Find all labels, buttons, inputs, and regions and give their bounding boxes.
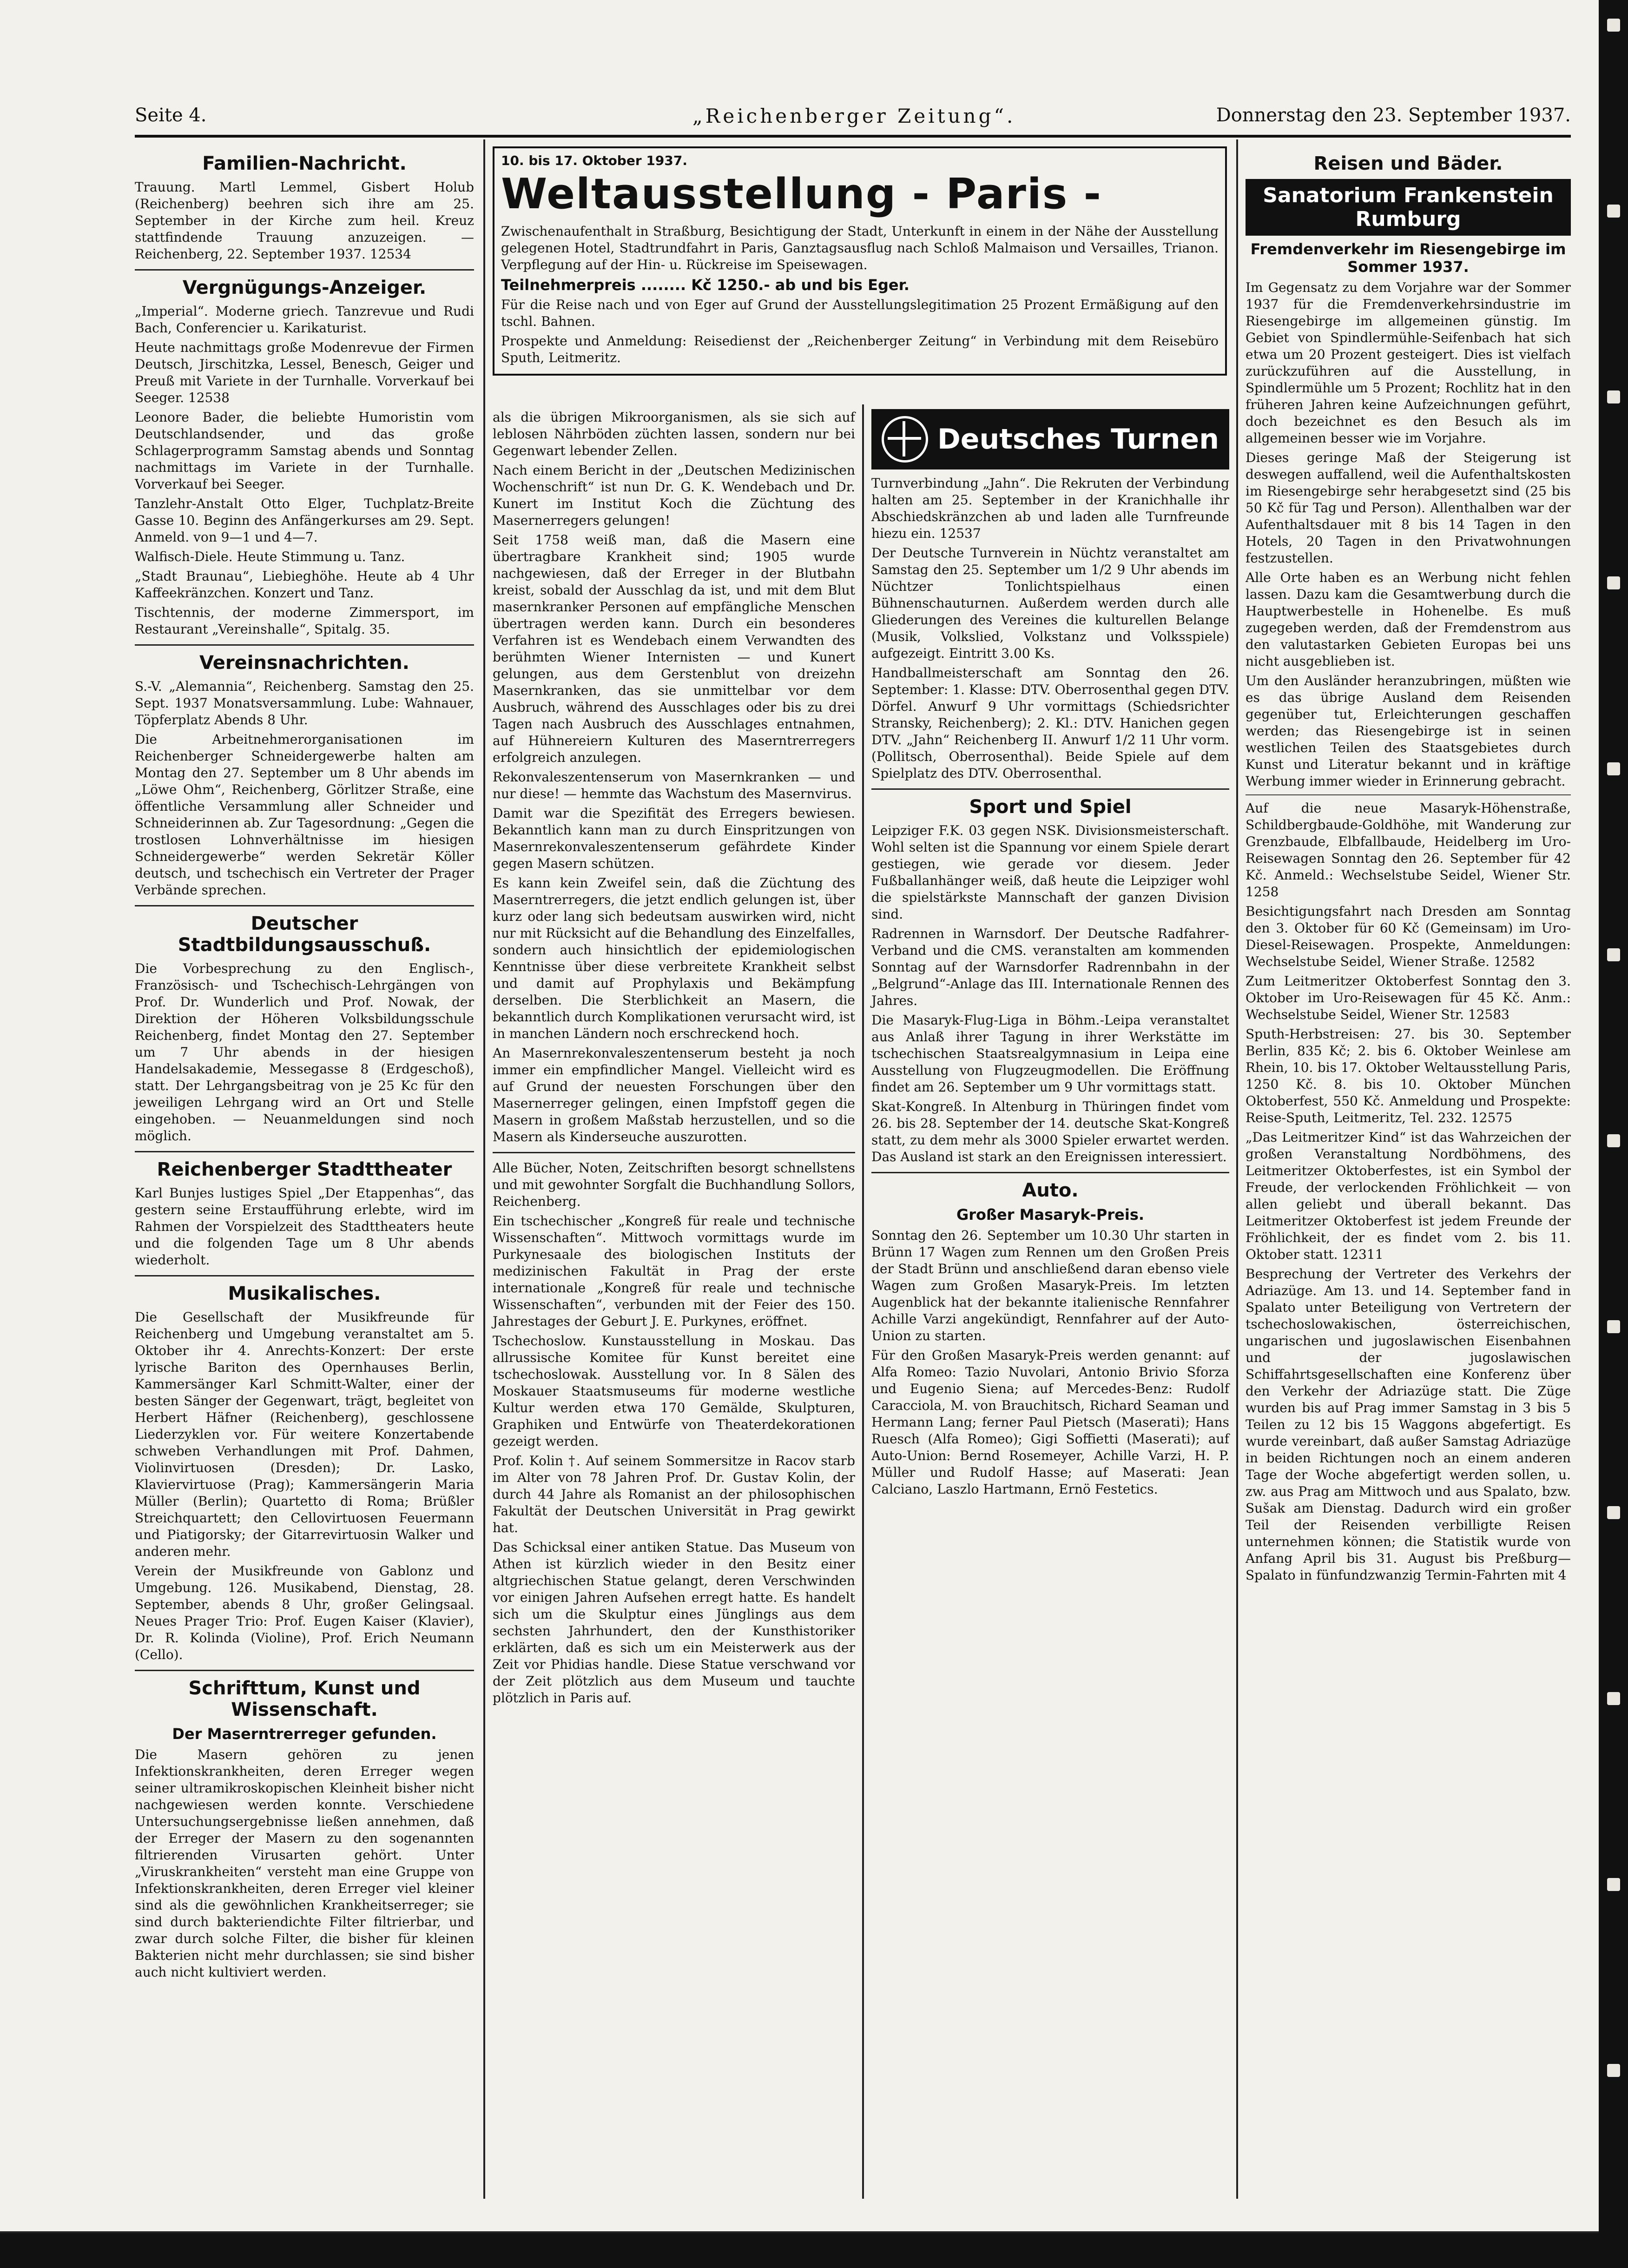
article-masern-body: Die Masern gehören zu jenen Infektionskrankheiten, deren Erreger wegen seiner ultramikroskopischen Kleinheit bisher nicht nachgewiesen werden konnte. Verschiedene Untersuchungsergebnisse ließen annehmen, daß der Erreger der Masern zu den sogenannten filtrierenden Virusarten gehört. Unter „Viruskrankheiten“ versteht man eine Gruppe von Infektionskrankheiten, deren Erreger viel kleiner sind als die gewöhnlichen Krankheitserreger; sie sind durch bakteriendichte Filter filtrierbar, und zwar durch solche Filter, die bisher für kleinen Bakterien nicht mehr durchlassen; sie sind bisher auch nicht kultiviert werden.	[135, 1747, 474, 1980]
newspaper-title: „Reichenberger Zeitung“.	[692, 105, 1016, 127]
column-4	[1246, 146, 1571, 1587]
film-perforation	[1607, 19, 1620, 32]
notice-sollors: Alle Bücher, Noten, Zeitschriften besorgt schnellstens und mit gewohnter Sorgfalt die Buchhandlung Sollors, Reichenberg.	[493, 1160, 855, 1209]
notice-tanzlehr: Tanzlehr-Anstalt Otto Elger, Tuchplatz-Breite Gasse 10. Beginn des Anfängerkurses am 29. Sept. Anmeld. von 9—1 und 4—7.	[135, 496, 474, 545]
article-masern-cont-3: Seit 1758 weiß man, daß die Masern eine übertragbare Krankheit sind; 1905 wurde nachgewiesen, daß der Erreger in der Blutbahn kreist, sobald der Ausschlag da ist, und mit dem Blut masernkranker Personen auf empfängliche Menschen übertragen werden kann. Durch ein besonderes Verfahren ist es Wendebach einem Verwandten des berühmten Wiener Internisten — und Kunert gelungen, aus dem Gerstenblut von dreizehn Masernkranken, das sie unmittelbar vor dem Ausbruch, während des Ausschlages oder bis zu drei Tagen nach Ausbruch des Ausschlages entnahmen, auf Hühnereiern Kulturen des Maserntrerregers erfolgreich anzulegen.	[493, 532, 855, 765]
turner-cross-icon	[882, 416, 928, 463]
notice-schneider: Die Arbeitnehmerorganisationen im Reichenberger Schneidergewerbe halten am Montag den 27. September um 8 Uhr abends im „Löwe Ohm“, Reichenberg, Görlitzer Straße, eine öffentliche Versammlung aller Schneider und Schneiderinnen ab. Zur Tagesordnung: „Gegen die trostlosen Lohnverhältnisse im hiesigen Schneidergewerbe“ werden Sekretär Köller deutsch, und tschechisch ein Vertreter der Prager Verbände sprechen.	[135, 732, 474, 898]
notice-gablonz: Verein der Musikfreunde von Gablonz und Umgebung. 126. Musikabend, Dienstag, 28. September, abends 8 Uhr, großer Gelingsaal. Neues Prager Trio: Prof. Eugen Kaiser (Klavier), Dr. R. Kolinda (Violine), Prof. Erich Neumann (Cello).	[135, 1563, 474, 1662]
section-divider	[493, 1152, 855, 1153]
article-riesengebirge-2: Dieses geringe Maß der Steigerung ist deswegen auffallend, weil die Aufenthaltskosten im Riesengebirge sehr herabgesetzt sind (25 bis 50 Kč für Tag und Person). Allenthalben war der Aufenthaltsdauer mit 8 bis 14 Tagen in den Hotels, 20 Tagen in den Privatwohnungen festzustellen.	[1246, 450, 1571, 566]
notice-kongress: Ein tschechischer „Kongreß für reale und technische Wissenschaften“. Mittwoch vormittags wurde im Purkynesaale des biologischen Instituts der medizinischen Fakultät in Prag der erste internationale „Kongreß für reale und technische Wissenschaften“, verbunden mit der Feier des 150. Jahrestages der Geburt J. E. Purkynes, eröffnet.	[493, 1213, 855, 1329]
section-divider	[135, 644, 474, 646]
article-masern-cont-2: Nach einem Bericht in der „Deutschen Medizinischen Wochenschrift“ ist nun Dr. G. K. Wendebach und Dr. Kunert im Institut Koch die Züchtung des Masernerregers gelungen!	[493, 463, 855, 528]
ad-description: Zwischenaufenthalt in Straßburg, Besichtigung der Stadt, Unterkunft in einem in der Nähe der Ausstellung gelegenen Hotel, Stadtrundfahrt in Paris, Ganztagsausflug nach Schloß Malmaison und Versailles, Trianon. Verpflegung auf der Hin- u. Rückreise im Speisewagen.	[501, 224, 1219, 272]
column-rule-2	[862, 404, 864, 2199]
header-rule	[135, 135, 1571, 138]
film-perforation	[1607, 762, 1620, 775]
section-title-sport: Sport und Spiel	[969, 796, 1132, 818]
section-divider	[1246, 794, 1571, 795]
notice-flugliga: Die Masaryk-Flug-Liga in Böhm.-Leipa veranstaltet aus Anlaß ihrer Tagung in ihrer Werkstätte im tschechischen Staatsrealgymnasium in Leipa eine Ausstellung von Flugzeugmodellen. Die Eröffnung findet am 26. September um 9 Uhr vormittags statt.	[871, 1012, 1229, 1095]
column-rule-1	[483, 139, 485, 2199]
film-perforation	[1607, 1878, 1620, 1891]
notice-alemannia: S.-V. „Alemannia“, Reichenberg. Samstag den 25. Sept. 1937 Monatsversammlung. Lube: Wahnauer, Töpferplatz Abends 8 Uhr.	[135, 679, 474, 727]
ad-discount: Für die Reise nach und von Eger auf Grund der Ausstellungslegitimation 25 Prozent Ermäßigung auf den tschl. Bahnen.	[501, 297, 1219, 329]
page-number: Seite 4.	[135, 105, 207, 126]
article-title-riesengebirge: Fremdenverkehr im Riesengebirge im Sommer 1937.	[1250, 240, 1566, 276]
film-perforation	[1607, 1320, 1620, 1333]
notice-etappenhas: Karl Bunjes lustiges Spiel „Der Etappenhas“, das gestern seine Erstaufführung erlebte, wird im Rahmen der Vorspielzeit des Stadttheaters heute und die folgenden Tage um 8 Uhr abends wiederholt.	[135, 1185, 474, 1268]
section-divider	[135, 1275, 474, 1276]
article-title-masaryk: Großer Masaryk-Preis.	[956, 1206, 1145, 1223]
section-title-theater: Reichenberger Stadttheater	[157, 1159, 452, 1180]
film-perforation	[1607, 1134, 1620, 1147]
column-rule-3	[1236, 139, 1238, 2199]
film-perforation	[1607, 948, 1620, 961]
notice-trauung: Trauung. Martl Lemmel, Gisbert Holub (Reichenberg) beehren sich ihre am 25. September in der Kirche zum heil. Kreuz stattfindende Trauung anzuzeigen. — Reichenberg, 22. September 1937. 12534	[135, 179, 474, 262]
article-masern-cont-4: Rekonvaleszentenserum von Masernkranken — und nur diese! — hemmte das Wachstum des Masernvirus.	[493, 769, 855, 801]
film-perforation	[1607, 205, 1620, 218]
article-masern-cont-6: Es kann kein Zweifel sein, daß die Züchtung des Maserntrerregers, die jetzt endlich gelungen ist, über kurz oder lang sich bedeutsam auswirken wird, nicht nur mit Rücksicht auf die Behandlung des Einzelfalles, sondern auch hinsichtlich der epidemiologischen Kenntnisse über diese verbreitete Krankheit selbst und damit auf Prophylaxis und Bekämpfung derselben. Die Sterblichkeit an Masern, die bekanntlich durch Komplikationen verursacht wird, ist in manchen Ländern noch erschreckend hoch.	[493, 875, 855, 1041]
issue-date: Donnerstag den 23. September 1937.	[1216, 105, 1571, 126]
notice-leipziger: Leipziger F.K. 03 gegen NSK. Divisionsmeisterschaft. Wohl selten ist die Spannung vor einem Spiele derart gestiegen, wie gerade vor diesem. Jeder Fußballanhänger weiß, daß heute die Leipziger wohl die spielstärkste Mannschaft der ganzen Division sind.	[871, 823, 1229, 922]
film-perforation	[1607, 576, 1620, 589]
article-masaryk-1: Sonntag den 26. September um 10.30 Uhr starten in Brünn 17 Wagen zum Rennen um den Großen Preis der Stadt Brünn und anschließend daran ebenso viele Wagen zum Großen Masaryk-Preis. Im letzten Augenblick hat der bekannte italienische Rennfahrer Achille Varzi angekündigt, Rennfahrer auf der Auto-Union zu starten.	[871, 1228, 1229, 1343]
section-divider	[871, 788, 1229, 790]
section-divider	[871, 1172, 1229, 1173]
section-title-vergnuegung: Vergnügungs-Anzeiger.	[182, 277, 427, 298]
banner-text: Deutsches Turnen	[937, 423, 1219, 456]
article-adriazuege: Besprechung der Vertreter des Verkehrs der Adriazüge. Am 13. und 14. September fand in Spalato unter Beteiligung von Vertretern der tschechoslowakischen, österreichischen, ungarischen und jugoslawischen Eisenbahnen und der jugoslawischen Schiffahrtsgesellschaften eine Konferenz über den Verkehr der Adriazüge statt. Die Züge wurden bis auf Prag immer Samstag in 3 bis 5 Teilen zu 12 bis 15 Waggons abgefertigt. Es wurde vereinbart, daß außer Samstag Adriazüge in beiden Richtungen noch an einem anderen Tage der Woche abgefertigt werden sollen, u. zw. aus Prag am Mittwoch und aus Spalato, bzw. Sušak am Dienstag. Dadurch wird ein großer Teil der Reisenden verbilligte Reisen unternehmen können; die Statistik wurde von Anfang April bis 31. August bis Preßburg—Spalato in fünfundzwanzig Termin-Fahrten mit 4	[1246, 1266, 1571, 1583]
article-riesengebirge-4: Um den Ausländer heranzubringen, müßten wie es das übrige Ausland dem Reisenden gegenüber tut, Erleichterungen geschaffen werden; das Riesengebirge ist in seinen westlichen Teilen des Staatsgebietes durch Kunst und Literatur bekannt und in kräftige Werbung immer wieder in Erinnerung gebracht.	[1246, 673, 1571, 789]
ad-sanatorium: Sanatorium Frankenstein Rumburg	[1246, 179, 1571, 236]
notice-imperial: „Imperial“. Moderne griech. Tanzrevue und Rudi Bach, Conferencier u. Karikaturist.	[135, 304, 474, 336]
section-divider	[135, 905, 474, 906]
notice-musikfreunde: Die Gesellschaft der Musikfreunde für Reichenberg und Umgebung veranstaltet am 5. Oktober ihr 4. Anrechts-Konzert: Der erste lyrische Bariton des Opernhauses Berlin, Kammersänger Karl Schmitt-Walter, einer der besten Sänger der Gegenwart, trägt, begleitet von Herbert Häfner (Reichenberg), geschlossene Liederzyklen vor. Für weitere Konzertabende schweben Verhandlungen mit Prof. Dahmen, Violinvirtuosen (Dresden); Dr. Lasko, Klaviervirtuose (Prag); Kammersängerin Maria Müller (Berlin); Quartetto di Roma; Brüßler Streichquartett; den Cellovirtuosen Feuermann und Piatigorsky; der Gitarrevirtuosin Walker und anderen mehr.	[135, 1309, 474, 1559]
film-perforation	[1607, 2064, 1620, 2077]
notice-braunau: „Stadt Braunau“, Liebieghöhe. Heute ab 4 Uhr Kaffeekränzchen. Konzert und Tanz.	[135, 569, 474, 601]
article-masern-cont-1: als die übrigen Mikroorganismen, als sie sich auf leblosen Nährböden züchten lassen, sondern nur bei Gegenwart lebender Zellen.	[493, 410, 855, 458]
notice-oktoberfest: „Das Leitmeritzer Kind“ ist das Wahrzeichen der großen Veranstaltung Nordböhmens, des Leitmeritzer Oktoberfestes, ist ein Symbol der Freude, der verlockenden Fröhlichkeit — von allen geliebt und überall bekannt. Das Leitmeritzer Oktoberfest ist jedem Freunde der Fröhlichkeit, der es findet vom 2. bis 11. Oktober statt. 12311	[1246, 1130, 1571, 1262]
section-title-verein: Vereinsnachrichten.	[199, 652, 409, 674]
film-perforation	[1607, 1506, 1620, 1519]
section-divider	[135, 269, 474, 271]
section-title-stadtbildung: Deutscher Stadtbildungsausschuß.	[178, 913, 431, 956]
article-masern-cont-5: Damit war die Spezifität des Erregers bewiesen. Bekanntlich kann man zu durch Einspritzungen von Masernrekonvaleszentenserum gefährdete Kinder gegen Masern schützen.	[493, 806, 855, 871]
article-masaryk-2: Für den Großen Masaryk-Preis werden genannt: auf Alfa Romeo: Tazio Nuvolari, Antonio Brivio Sforza und Eugenio Siena; auf Mercedes-Benz: Rudolf Caracciola, M. von Brauchitsch, Richard Seaman und Hermann Lang; ferner Paul Pietsch (Maserati); Hans Ruesch (Alfa Romeo); Gigi Soffietti (Maserati); auf Auto-Union: Bernd Rosemeyer, Achille Varzi, H. P. Müller und Rudolf Hasse; auf Maserati: Jean Calciano, Laszlo Hartmann, Ernö Festetics.	[871, 1348, 1229, 1497]
article-title-masern: Der Maserntrerreger gefunden.	[172, 1725, 437, 1743]
notice-jahn: Turnverbindung „Jahn“. Die Rekruten der Verbindung halten am 25. September in der Kranichhalle ihr Abschiedskränzchen ab und laden alle Turnfreunde hiezu ein. 12537	[871, 476, 1229, 541]
ad-contact: Prospekte und Anmeldung: Reisedienst der „Reichenberger Zeitung“ in Verbindung mit dem Reisebüro Sputh, Leitmeritz.	[501, 333, 1219, 365]
section-divider	[135, 1670, 474, 1671]
film-perforation	[1607, 1692, 1620, 1705]
ad-title: Weltausstellung - Paris -	[501, 170, 1102, 218]
notice-statue: Das Schicksal einer antiken Statue. Das Museum von Athen ist kürzlich wieder in den Besitz einer altgriechischen Statue gelangt, deren Verschwinden vor einigen Jahren Aufsehen erregt hatte. Es handelt sich um die Skulptur eines Jünglings aus dem sechsten Jahrhundert, den der Kunsthistoriker erklärten, daß es sich um ein Meisterwerk aus der Zeit vor Phidias handle. Diese Statue verschwand vor der Zeit plötzlich aus dem Museum und tauchte plötzlich in Paris auf.	[493, 1540, 855, 1706]
notice-kolin: Prof. Kolin †. Auf seinem Sommersitze in Racov starb im Alter von 78 Jahren Prof. Dr. Gustav Kolin, der durch 44 Jahre als Romanist an der philosophischen Fakultät der Deutschen Universität in Prag gewirkt hat.	[493, 1453, 855, 1535]
column-2	[493, 409, 855, 1709]
notice-sputh: Sputh-Herbstreisen: 27. bis 30. September Berlin, 835 Kč; 2. bis 6. Oktober Weinlese am Rhein, 10. bis 17. Oktober Weltausstellung Paris, 1250 Kč. 8. bis 10. Oktober München Oktoberfest, 550 Kč. Anmeldung und Prospekte: Reise-Sputh, Leitmeritz, Tel. 232. 12575	[1246, 1026, 1571, 1125]
notice-skat: Skat-Kongreß. In Altenburg in Thüringen findet vom 26. bis 28. September der 14. deutsche Skat-Kongreß statt, zu dem mehr als 3000 Spieler erwartet werden. Das Ausland ist stark an den Ereignissen interessiert.	[871, 1099, 1229, 1164]
notice-walfisch: Walfisch-Diele. Heute Stimmung u. Tanz.	[135, 549, 405, 564]
notice-nuechtz: Der Deutsche Turnverein in Nüchtz veranstaltet am Samstag den 25. September um 1/2 9 Uhr abends im Nüchtzer Tonlichtspielhaus einen Bühnenschauturnen. Außerdem werden durch alle Gliederungen des Vereines die kulturellen Belange (Musik, Volkslied, Volkstanz und Volksspiele) aufgezeigt. Eintritt 3.00 Ks.	[871, 545, 1229, 661]
section-title-familien: Familien-Nachricht.	[202, 153, 407, 174]
article-riesengebirge-1: Im Gegensatz zu dem Vorjahre war der Sommer 1937 für die Fremdenverkehrsindustrie im Riesengebirge im allgemeinen günstig. Im Gebiet von Spindlermühle-Seifenbach hat sich etwa um 20 Prozent gesteigert. Dies ist vielfach zurückzuführen auf die Ausstellung, in Spindlermühle um 5 Prozent; Rochlitz hat in den früheren Jahren keine Aufzeichnungen geführt, doch bezeichnet es den Besuch als im allgemeinen besser wie im Vorjahre.	[1246, 280, 1571, 446]
section-title-musik: Musikalisches.	[228, 1283, 381, 1304]
notice-leitmeritz: Zum Leitmeritzer Oktoberfest Sonntag den 3. Oktober im Uro-Reisewagen für 45 Kč. Anm.: Wechselstube Seidel, Wiener Str. 12583	[1246, 973, 1571, 1022]
film-perforation	[1607, 390, 1620, 403]
section-divider	[135, 1151, 474, 1152]
notice-handball: Handballmeisterschaft am Sonntag den 26. September: 1. Klasse: DTV. Oberrosenthal gegen DTV. Dörfel. Anwurf 9 Uhr vormittags (Schiedsrichter Stransky, Reichenberg); 2. Kl.: DTV. Hanichen gegen DTV. „Jahn“ Reichenberg II. Anwurf 1/2 11 Uhr vorm. (Pollitsch, Oberrosenthal). Beide Spiele auf dem Spielplatz des DTV. Oberrosenthal.	[871, 665, 1229, 781]
ad-date: 10. bis 17. Oktober 1937.	[501, 153, 687, 168]
banner-deutsches-turnen	[871, 409, 1229, 469]
notice-modenrevue: Heute nachmittags große Modenrevue der Firmen Deutsch, Jirschitzka, Lessel, Benesch, Geiger und Preuß mit Variete in der Turnhalle. Vorverkauf bei Seeger. 12538	[135, 340, 474, 405]
notice-tischtennis: Tischtennis, der moderne Zimmersport, im Restaurant „Vereinshalle“, Spitalg. 35.	[135, 605, 474, 637]
travel-advertisement	[493, 146, 1227, 380]
column-1	[135, 146, 474, 1984]
notice-sprachkurse: Die Vorbesprechung zu den Englisch-, Französisch- und Tschechisch-Lehrgängen von Prof. Dr. Wunderlich und Prof. Nowak, der Direktion der Höheren Volksbildungsschule Reichenberg, findet Montag den 27. September um 7 Uhr abends in der hiesigen Handelsakademie, Messegasse 8 (Erdgeschoß), statt. Der Lehrgangsbeitrag von je 25 Kc für den jeweiligen Lehrgang wird an Ort und Stelle eingehoben. — Neuanmeldungen sind noch möglich.	[135, 961, 474, 1144]
notice-masaryk-hoehenstrasse: Auf die neue Masaryk-Höhenstraße, Schildbergbaude-Goldhöhe, mit Wanderung zur Grenzbaude, Elbfallbaude, Heidelberg im Uro-Reisewagen Sonntag den 26. September für 42 Kč. Anmeld.: Wechselstube Seidel, Wiener Str. 1258	[1246, 800, 1571, 899]
section-title-auto: Auto.	[1022, 1180, 1079, 1201]
column-3	[871, 409, 1229, 1501]
page-header	[135, 95, 1571, 128]
filmstrip-edge	[1599, 0, 1628, 2268]
notice-bader: Leonore Bader, die beliebte Humoristin vom Deutschlandsender, und das große Schlagerprogramm Samstag abends und Sonntag nachmittags im Variete in der Turnhalle. Vorverkauf bei Seeger.	[135, 410, 474, 492]
article-masern-cont-7: An Masernrekonvaleszentenserum besteht ja noch immer ein empfindlicher Mangel. Vielleicht wird es auf Grund der neuesten Forschungen über den Masernerreger gelingen, einen Impfstoff gegen die Masern in großem Maßstab herzustellen, und so die Masern als Kinderseuche auszurotten.	[493, 1045, 855, 1144]
article-riesengebirge-3: Alle Orte haben es an Werbung nicht fehlen lassen. Dazu kam die Gesamtwerbung durch die Hauptwerbestelle in Hohenelbe. Es muß zugegeben werden, daß der Fremdenstrom aus den valutastarken Gebieten Europas bei uns nicht ausgeblieben ist.	[1246, 570, 1571, 669]
notice-moskau: Tschechoslow. Kunstausstellung in Moskau. Das allrussische Komitee für Kunst bereitet eine tschechoslowak. Ausstellung vor. In 8 Sälen des Moskauer Staatsmuseums für moderne westliche Kultur werden etwa 170 Gemälde, Skulpturen, Graphiken und Entwürfe von Theaterdekorationen gezeigt werden.	[493, 1333, 855, 1449]
notice-dresden: Besichtigungsfahrt nach Dresden am Sonntag den 3. Oktober für 60 Kč (Gemeinsam) im Uro-Diesel-Reisewagen. Prospekte, Anmeldungen: Wechselstube Seidel, Wiener Straße. 12582	[1246, 904, 1571, 969]
section-title-schrifttum: Schrifttum, Kunst und Wissenschaft.	[188, 1678, 421, 1720]
ad-box-weltausstellung	[493, 146, 1227, 376]
notice-radrennen: Radrennen in Warnsdorf. Der Deutsche Radfahrer-Verband und die CMS. veranstalten am kommenden Sonntag auf der Warnsdorfer Radrennbahn in der „Belgrund“-Anlage das III. Internationale Rennen des Jahres.	[871, 926, 1229, 1008]
section-title-reisen: Reisen und Bäder.	[1313, 153, 1503, 174]
ad-price: Teilnehmerpreis ........ Kč 1250.- ab und bis Eger.	[501, 276, 910, 294]
